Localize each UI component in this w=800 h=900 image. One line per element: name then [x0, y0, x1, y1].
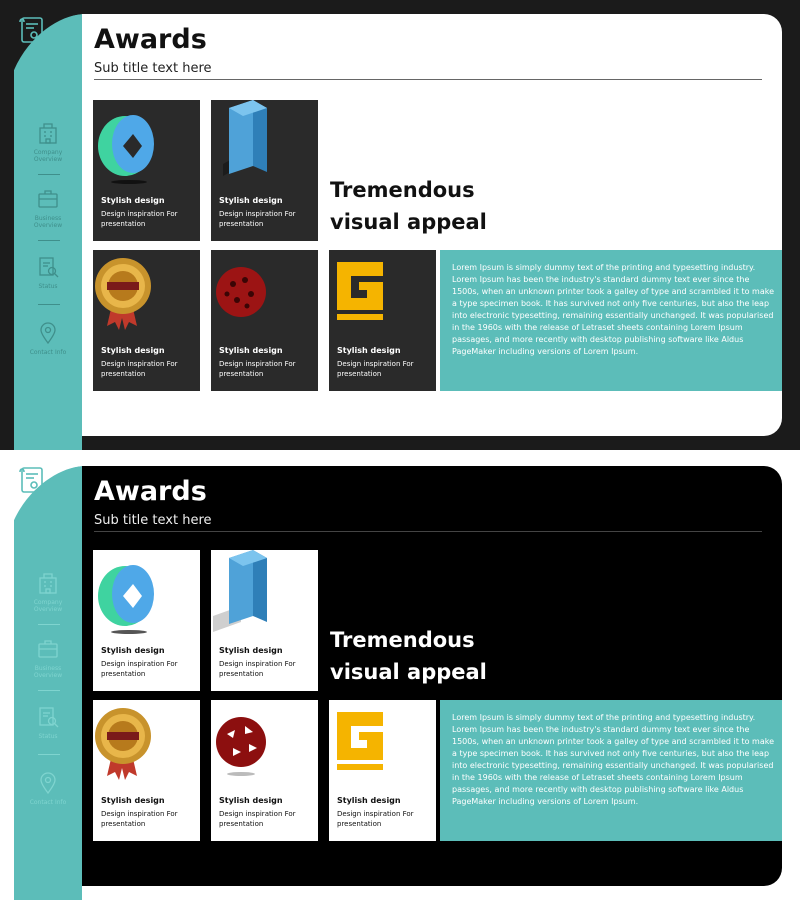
card-title: Stylish design — [219, 646, 283, 655]
award-card[interactable] — [211, 550, 318, 691]
nav-item-company-overview[interactable] — [14, 570, 82, 613]
body-paragraph: Lorem Ipsum is simply dummy text of the printing and typesetting industry. Lorem Ipsum has been the industry's standard dummy text ever since the 1500s, when an unknown printer took a galley of type and scrambled it to make a type specimen book. It has survived not only five centuries, but also the leap into electronic typesetting, remaining essentially unchanged. It was popularised in the 1960s with the release of Letraset sheets containing Lorem Ipsum passages, and more recently with desktop publishing software like Aldus PageMaker including versions of Lorem Ipsum. — [452, 713, 774, 806]
headline-line: visual appeal — [330, 210, 487, 234]
nav-separator — [38, 754, 60, 755]
medal-icon — [93, 700, 200, 792]
page-title: Awards — [94, 24, 207, 55]
headline-line: Tremendous — [330, 628, 475, 652]
nav-item-status[interactable] — [14, 704, 82, 740]
page-title: Awards — [94, 476, 207, 507]
award-card[interactable] — [211, 100, 318, 241]
card-description: Design inspiration For presentation — [101, 210, 178, 228]
body-text-box — [440, 250, 782, 391]
card-title: Stylish design — [337, 346, 401, 355]
nav-label: Status — [38, 283, 58, 290]
nav-item-business-overview[interactable] — [14, 636, 82, 679]
card-title: Stylish design — [219, 196, 283, 205]
building-icon — [35, 120, 61, 146]
award-card[interactable] — [93, 550, 200, 691]
award-card[interactable] — [211, 250, 318, 391]
headline — [330, 624, 487, 688]
side-nav — [14, 14, 82, 434]
card-title: Stylish design — [101, 346, 165, 355]
card-title: Stylish design — [219, 346, 283, 355]
card-description: Design inspiration For presentation — [337, 360, 414, 378]
content-panel — [82, 466, 782, 886]
nav-item-company-overview[interactable] — [14, 120, 82, 163]
nav-separator — [38, 624, 60, 625]
nav-label: Business Overview — [33, 665, 63, 679]
award-card[interactable] — [93, 100, 200, 241]
building-icon — [35, 570, 61, 596]
card-description: Design inspiration For presentation — [219, 210, 296, 228]
red-sphere-icon — [211, 250, 318, 342]
award-card[interactable] — [211, 700, 318, 841]
card-description: Design inspiration For presentation — [101, 360, 178, 378]
body-text-box — [440, 700, 782, 841]
award-card[interactable] — [329, 700, 436, 841]
headline — [330, 174, 487, 238]
content-panel — [82, 14, 782, 436]
card-title: Stylish design — [101, 196, 165, 205]
blue-box-icon — [211, 100, 318, 192]
g-logo-icon — [329, 250, 436, 342]
briefcase-icon — [35, 186, 61, 212]
briefcase-icon — [35, 636, 61, 662]
side-nav — [14, 466, 82, 886]
nav-separator — [38, 174, 60, 175]
card-title: Stylish design — [219, 796, 283, 805]
location-pin-icon — [35, 770, 61, 796]
slide-dark — [0, 450, 800, 900]
medal-icon — [93, 250, 200, 342]
card-description: Design inspiration For presentation — [219, 660, 296, 678]
nav-separator — [38, 690, 60, 691]
nav-separator — [38, 240, 60, 241]
headline-line: visual appeal — [330, 660, 487, 684]
nav-item-contact-info[interactable] — [14, 770, 82, 806]
headline-line: Tremendous — [330, 178, 475, 202]
title-divider — [94, 531, 762, 532]
card-description: Design inspiration For presentation — [101, 810, 178, 828]
card-description: Design inspiration For presentation — [101, 660, 178, 678]
page-subtitle: Sub title text here — [94, 513, 212, 528]
card-title: Stylish design — [101, 796, 165, 805]
award-card[interactable] — [329, 250, 436, 391]
blue-box-icon — [211, 550, 318, 642]
nav-item-contact-info[interactable] — [14, 320, 82, 356]
nav-label: Business Overview — [33, 215, 63, 229]
g-logo-icon — [329, 700, 436, 792]
nav-label: Company Overview — [33, 149, 63, 163]
award-card[interactable] — [93, 700, 200, 841]
document-search-icon — [35, 704, 61, 730]
nav-separator — [38, 304, 60, 305]
location-pin-icon — [35, 320, 61, 346]
nav-item-status[interactable] — [14, 254, 82, 290]
nav-label: Contact Info — [29, 349, 67, 356]
body-paragraph: Lorem Ipsum is simply dummy text of the printing and typesetting industry. Lorem Ipsum has been the industry's standard dummy text ever since the 1500s, when an unknown printer took a galley of type and scrambled it to make a type specimen book. It has survived not only five centuries, but also the leap into electronic typesetting, remaining essentially unchanged. It was popularised in the 1960s with the release of Letraset sheets containing Lorem Ipsum passages, and more recently with desktop publishing software like Aldus PageMaker including versions of Lorem Ipsum. — [452, 263, 774, 356]
page-subtitle: Sub title text here — [94, 61, 212, 76]
card-description: Design inspiration For presentation — [337, 810, 414, 828]
abstract-logo-icon — [93, 550, 200, 642]
nav-label: Contact Info — [29, 799, 67, 806]
nav-label: Company Overview — [33, 599, 63, 613]
title-divider — [94, 79, 762, 80]
card-title: Stylish design — [337, 796, 401, 805]
nav-item-business-overview[interactable] — [14, 186, 82, 229]
card-title: Stylish design — [101, 646, 165, 655]
red-sphere-icon — [211, 700, 318, 792]
document-search-icon — [35, 254, 61, 280]
card-description: Design inspiration For presentation — [219, 810, 296, 828]
award-card[interactable] — [93, 250, 200, 391]
abstract-logo-icon — [93, 100, 200, 192]
card-description: Design inspiration For presentation — [219, 360, 296, 378]
nav-label: Status — [38, 733, 58, 740]
